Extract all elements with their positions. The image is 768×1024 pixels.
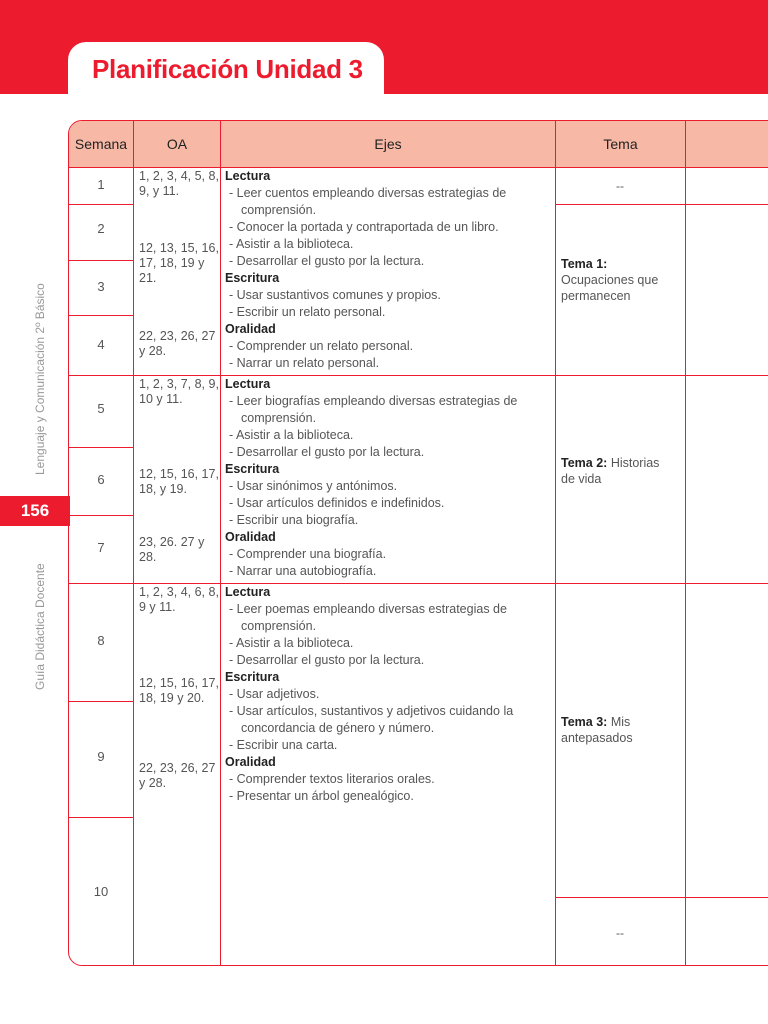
ejes-heading: Escritura <box>225 462 280 476</box>
header-tema: Tema <box>556 121 686 168</box>
ejes-item: - Presentar un árbol genealógico. <box>229 789 414 803</box>
tema-2 <box>561 455 671 487</box>
ejes-item: - Narrar un relato personal. <box>229 356 380 370</box>
tema-label: Tema 1: <box>561 257 608 271</box>
ejes-item: - Leer biografías empleando diversas estrategias de comprensión. <box>229 394 518 425</box>
column-divider <box>685 167 686 965</box>
tema-empty-cell: -- <box>616 179 624 193</box>
semana-cell: 2 <box>97 221 105 236</box>
tema-label: Tema 2: <box>561 456 608 470</box>
tema-text: Ocupaciones que permanecen <box>561 273 659 303</box>
ejes-item: - Usar sinónimos y antónimos. <box>229 479 398 493</box>
column-divider <box>133 167 134 965</box>
tema-label: Tema 3: <box>561 715 608 729</box>
row-divider <box>69 701 133 702</box>
ejes-heading: Oralidad <box>225 755 276 769</box>
semana-cell: 9 <box>97 749 105 764</box>
header-ejes: Ejes <box>221 121 556 168</box>
planning-table <box>68 120 768 966</box>
ejes-item: - Leer cuentos empleando diversas estrategias de comprensión. <box>229 186 507 217</box>
ejes-heading: Escritura <box>225 271 280 285</box>
ejes-heading: Escritura <box>225 670 280 684</box>
semana-cell: 10 <box>93 884 109 899</box>
row-divider <box>69 447 133 448</box>
ejes-block-1 <box>225 168 555 372</box>
ejes-heading: Lectura <box>225 377 271 391</box>
ejes-item: - Desarrollar el gusto por la lectura. <box>229 445 425 459</box>
ejes-item: - Comprender textos literarios orales. <box>229 772 435 786</box>
ejes-item: - Desarrollar el gusto por la lectura. <box>229 254 425 268</box>
ejes-item: - Conocer la portada y contraportada de un libro. <box>229 220 499 234</box>
semana-cell: 3 <box>97 279 105 294</box>
row-divider <box>69 515 133 516</box>
oa-cell: 12, 15, 16, 17, 18, 19 y 20. <box>139 676 219 705</box>
ejes-item: - Leer poemas empleando diversas estrategias de comprensión. <box>229 602 507 633</box>
oa-cell: 12, 15, 16, 17, 18, y 19. <box>139 467 219 496</box>
side-label-guide: Guía Didáctica Docente <box>33 563 47 690</box>
ejes-item: - Comprender una biografía. <box>229 547 387 561</box>
semana-cell: 6 <box>97 472 105 487</box>
header-extra <box>686 121 768 168</box>
semana-cell: 1 <box>97 177 105 192</box>
semana-cell: 5 <box>97 401 105 416</box>
oa-cell: 1, 2, 3, 4, 6, 8, 9 y 11. <box>139 585 219 614</box>
semana-cell: 7 <box>97 540 105 555</box>
column-divider <box>220 167 221 965</box>
tema-3 <box>561 714 671 746</box>
row-divider <box>69 315 133 316</box>
page-number: 156 <box>0 496 70 526</box>
ejes-item: - Usar sustantivos comunes y propios. <box>229 288 441 302</box>
semana-cell: 8 <box>97 633 105 648</box>
ejes-block-2 <box>225 376 555 580</box>
oa-cell: 22, 23, 26, 27 y 28. <box>139 329 216 358</box>
ejes-item: - Asistir a la biblioteca. <box>229 237 354 251</box>
header-oa: OA <box>134 121 221 168</box>
oa-cell: 1, 2, 3, 7, 8, 9, 10 y 11. <box>139 377 219 406</box>
ejes-item: - Usar artículos definidos e indefinidos. <box>229 496 445 510</box>
header-semana: Semana <box>69 121 134 168</box>
tema-text: Mis antepasados <box>561 715 633 745</box>
oa-cell: 23, 26. 27 y 28. <box>139 535 205 564</box>
ejes-item: - Escribir una biografía. <box>229 513 359 527</box>
ejes-item: - Comprender un relato personal. <box>229 339 414 353</box>
tema-divider <box>555 897 768 898</box>
column-divider <box>555 167 556 965</box>
oa-cell: 12, 13, 15, 16, 17, 18, 19 y 21. <box>139 241 219 285</box>
ejes-heading: Lectura <box>225 585 271 599</box>
ejes-item: - Escribir una carta. <box>229 738 338 752</box>
tema-empty-cell: -- <box>616 926 624 940</box>
semana-cell: 4 <box>97 337 105 352</box>
ejes-block-3 <box>225 584 555 805</box>
ejes-item: - Escribir un relato personal. <box>229 305 386 319</box>
ejes-item: - Narrar una autobiografía. <box>229 564 377 578</box>
ejes-item: - Usar artículos, sustantivos y adjetivos cuidando la concordancia de género y número. <box>229 704 514 735</box>
ejes-heading: Oralidad <box>225 322 276 336</box>
tema-1 <box>561 256 671 304</box>
row-divider <box>69 817 133 818</box>
oa-cell: 1, 2, 3, 4, 5, 8, 9, y 11. <box>139 169 219 198</box>
ejes-heading: Oralidad <box>225 530 276 544</box>
row-divider <box>69 260 133 261</box>
ejes-item: - Asistir a la biblioteca. <box>229 428 354 442</box>
side-label-subject: Lenguaje y Comunicación 2º Básico <box>33 283 47 475</box>
ejes-item: - Asistir a la biblioteca. <box>229 636 354 650</box>
tema-text: Historias de vida <box>561 456 660 486</box>
ejes-heading: Lectura <box>225 169 271 183</box>
row-divider <box>69 204 133 205</box>
ejes-item: - Desarrollar el gusto por la lectura. <box>229 653 425 667</box>
page-title: Planificación Unidad 3 <box>92 54 363 84</box>
ejes-item: - Usar adjetivos. <box>229 687 320 701</box>
tema-divider <box>555 204 768 205</box>
oa-cell: 22, 23, 26, 27 y 28. <box>139 761 216 790</box>
